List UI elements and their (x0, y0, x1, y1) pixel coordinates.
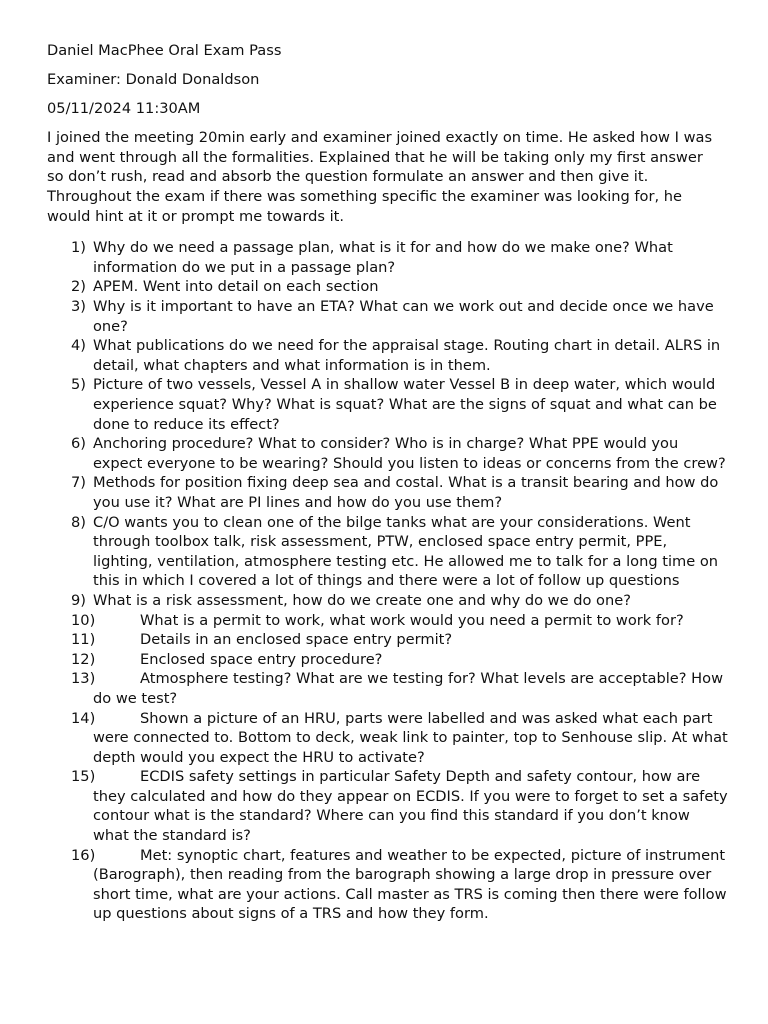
intro-paragraph: I joined the meeting 20min early and examiner joined exactly on time. He asked how I was and went through all the formalities. Explained that he will be taking only my first answer so don’t rush, read and absorb the question formulate an answer and then give it. Throughout the exam if there was something specific the examiner was looking for, he would hint at it or prompt me towards it. (47, 129, 713, 225)
question-text: ECDIS safety settings in particular Safety Depth and safety contour, how are they calculated and how do they appear on ECDIS. If you were to forget to set a safety contour what is the standard? Where can you find this standard if you don’t know what the standard is? (93, 768, 728, 845)
question-item (47, 336, 728, 375)
question-number: 15) (71, 768, 96, 786)
question-number: 16) (71, 846, 96, 864)
question-item (47, 846, 728, 924)
question-item (47, 473, 728, 512)
question-text: Atmosphere testing? What are we testing for? What levels are acceptable? How do we test? (93, 670, 724, 707)
question-list (47, 238, 728, 924)
question-text: APEM. Went into detail on each section (93, 278, 379, 296)
question-number: 7) (71, 474, 86, 492)
question-item (47, 709, 728, 768)
question-text: What is a permit to work, what work would you need a permit to work for? (140, 611, 684, 629)
examiner-line: Examiner: Donald Donaldson (47, 71, 260, 89)
question-item (47, 611, 728, 631)
question-number: 5) (71, 376, 86, 394)
question-item (47, 669, 728, 708)
question-text: Picture of two vessels, Vessel A in shallow water Vessel B in deep water, which would experience squat? Why? What is squat? What are the signs of squat and what can be done to reduce its effect? (93, 376, 717, 433)
question-item (47, 630, 728, 650)
question-text: Met: synoptic chart, features and weather to be expected, picture of instrument (Barograph), then reading from the barograph showing a large drop in pressure over short time, what are your actions. Call master as TRS is coming then there were follow up questions about signs of a TRS and how they form. (93, 846, 727, 923)
question-text: Methods for position fixing deep sea and costal. What is a transit bearing and how do you use it? What are PI lines and how do you use them? (93, 474, 719, 511)
question-item (47, 591, 728, 611)
question-number: 14) (71, 709, 96, 727)
question-item (47, 375, 728, 434)
question-number: 4) (71, 337, 86, 355)
question-text: Details in an enclosed space entry permit? (140, 631, 453, 649)
question-number: 2) (71, 278, 86, 296)
question-number: 6) (71, 435, 86, 453)
question-number: 13) (71, 670, 96, 688)
question-number: 9) (71, 591, 86, 609)
question-text: What is a risk assessment, how do we create one and why do we do one? (93, 591, 631, 609)
question-number: 12) (71, 650, 96, 668)
question-text: Shown a picture of an HRU, parts were labelled and was asked what each part were connected to. Bottom to deck, weak link to painter, top to Senhouse slip. At what depth would you expect the HRU to activate? (93, 709, 728, 766)
question-item (47, 297, 728, 336)
question-item (47, 434, 728, 473)
question-text: Enclosed space entry procedure? (140, 650, 383, 668)
question-number: 8) (71, 513, 86, 531)
question-text: C/O wants you to clean one of the bilge tanks what are your considerations. Went through toolbox talk, risk assessment, PTW, enclosed space entry permit, PPE, lighting, ventilation, atmosphere testing etc. He allowed me to talk for a long time on this in which I covered a lot of things and there were a lot of follow up questions (93, 513, 719, 590)
question-text: Anchoring procedure? What to consider? Who is in charge? What PPE would you expect everyone to be wearing? Should you listen to ideas or concerns from the crew? (93, 435, 726, 472)
question-text: Why do we need a passage plan, what is it for and how do we make one? What information do we put in a passage plan? (93, 239, 673, 276)
question-text: Why is it important to have an ETA? What can we work out and decide once we have one? (93, 298, 714, 335)
question-number: 1) (71, 239, 86, 257)
question-number: 11) (71, 631, 96, 649)
question-item (47, 238, 728, 277)
question-number: 10) (71, 611, 96, 629)
question-item (47, 767, 728, 845)
question-number: 3) (71, 298, 86, 316)
question-text: What publications do we need for the appraisal stage. Routing chart in detail. ALRS in detail, what chapters and what information is in them. (93, 337, 721, 374)
question-item (47, 513, 728, 591)
exam-datetime: 05/11/2024 11:30AM (47, 100, 201, 118)
question-item (47, 650, 728, 670)
document-title: Daniel MacPhee Oral Exam Pass (47, 42, 282, 59)
question-item (47, 277, 728, 297)
